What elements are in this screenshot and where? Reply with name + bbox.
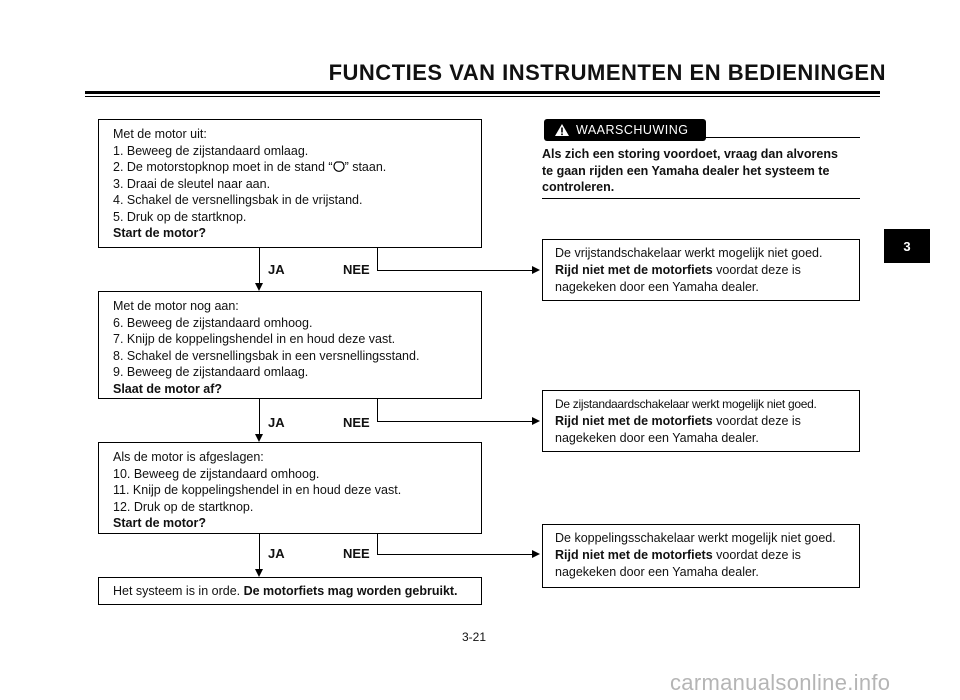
box1-line: 5. Druk op de startknop. — [113, 209, 247, 224]
title-rule-thin — [85, 96, 880, 97]
yes-arrow-3 — [255, 569, 263, 577]
yes-connector-2 — [259, 399, 260, 435]
outcome1-line: nagekeken door een Yamaha dealer. — [555, 280, 759, 294]
box1-line: 3. Draai de sleutel naar aan. — [113, 176, 271, 191]
result-line: Het systeem is in orde. De motorfiets mag worden gebruikt. — [113, 584, 458, 598]
yes-arrow-1 — [255, 283, 263, 291]
outcome1-line: De vrijstandschakelaar werkt mogelijk niet goed. — [555, 246, 823, 260]
yes-connector-3 — [259, 534, 260, 570]
no-connector-1-v — [377, 248, 378, 270]
box1-line: Met de motor uit: — [113, 127, 207, 141]
flow-step-box-3 — [98, 442, 482, 534]
box3-line: Als de motor is afgeslagen: — [113, 450, 264, 464]
box1-line: 4. Schakel de versnellingsbak in de vrijstand. — [113, 193, 363, 207]
box2-line: 9. Beweeg de zijstandaard omlaag. — [113, 365, 309, 379]
no-connector-3-v — [377, 534, 378, 554]
box1-line-stopswitch: 2. De motorstopknop moet in de stand “ ” staan. — [113, 160, 387, 174]
warning-badge-label: WAARSCHUWING — [576, 123, 689, 137]
warning-line: te gaan rijden een Yamaha dealer het systeem te — [542, 163, 830, 178]
outcome-box-1 — [542, 239, 860, 301]
no-arrow-2 — [532, 417, 540, 425]
box2-line: 6. Beweeg de zijstandaard omhoog. — [113, 315, 313, 330]
no-label-2: NEE — [343, 415, 370, 430]
outcome2-line: De zijstandaardschakelaar werkt mogelijk niet goed. — [555, 397, 817, 411]
yes-arrow-2 — [255, 434, 263, 442]
page-number: 3-21 — [462, 630, 487, 644]
box3-question: Start de motor? — [113, 516, 207, 530]
warning-text — [542, 146, 862, 196]
warning-rule-bottom — [542, 198, 860, 199]
no-label-3: NEE — [343, 546, 370, 561]
flow-step-box-1 — [98, 119, 482, 248]
outcome2-line: Rijd niet met de motorfiets voordat deze is — [555, 414, 801, 428]
outcome3-line: De koppelingsschakelaar werkt mogelijk niet goed. — [555, 531, 836, 545]
box2-question: Slaat de motor af? — [113, 381, 223, 396]
outcome-box-2 — [542, 390, 860, 452]
warning-badge — [544, 119, 706, 141]
no-label-1: NEE — [343, 262, 370, 277]
outcome-box-3 — [542, 524, 860, 588]
yes-label-3: JA — [268, 546, 285, 561]
no-arrow-1 — [532, 266, 540, 274]
outcome1-line: Rijd niet met de motorfiets voordat deze is — [555, 263, 801, 277]
outcome3-line: nagekeken door een Yamaha dealer. — [555, 565, 759, 579]
warning-line: Als zich een storing voordoet, vraag dan alvorens — [542, 147, 838, 161]
no-connector-2-h — [377, 421, 532, 422]
no-connector-2-v — [377, 399, 378, 421]
warning-triangle-icon — [554, 123, 570, 137]
yes-label-2: JA — [268, 415, 285, 430]
chapter-tab-label: 3 — [903, 238, 911, 254]
page-title: FUNCTIES VAN INSTRUMENTEN EN BEDIENINGEN — [328, 60, 886, 85]
box1-question: Start de motor? — [113, 226, 207, 240]
no-arrow-3 — [532, 550, 540, 558]
no-connector-3-h — [377, 554, 532, 555]
yes-label-1: JA — [268, 262, 285, 277]
box1-line: 1. Beweeg de zijstandaard omlaag. — [113, 143, 309, 158]
watermark: carmanualsonline.info — [670, 670, 891, 695]
box2-line: Met de motor nog aan: — [113, 299, 239, 313]
no-connector-1-h — [377, 270, 532, 271]
box2-line: 8. Schakel de versnellingsbak in een versnellingsstand. — [113, 348, 420, 363]
yes-connector-1 — [259, 248, 260, 284]
warning-rule-top — [706, 137, 860, 138]
box2-line: 7. Knijp de koppelingshendel in en houd deze vast. — [113, 332, 396, 346]
box3-line: 10. Beweeg de zijstandaard omhoog. — [113, 466, 320, 481]
title-rule-thick — [85, 91, 880, 94]
warning-line: controleren. — [542, 180, 615, 194]
box3-line: 12. Druk op de startknop. — [113, 499, 254, 514]
chapter-tab — [884, 229, 930, 263]
outcome2-line: nagekeken door een Yamaha dealer. — [555, 431, 759, 445]
flow-result-box — [98, 577, 482, 605]
run-position-icon — [333, 160, 345, 172]
flow-step-box-2 — [98, 291, 482, 399]
box3-line: 11. Knijp de koppelingshendel in en houd deze vast. — [113, 483, 402, 497]
outcome3-line: Rijd niet met de motorfiets voordat deze is — [555, 548, 801, 562]
